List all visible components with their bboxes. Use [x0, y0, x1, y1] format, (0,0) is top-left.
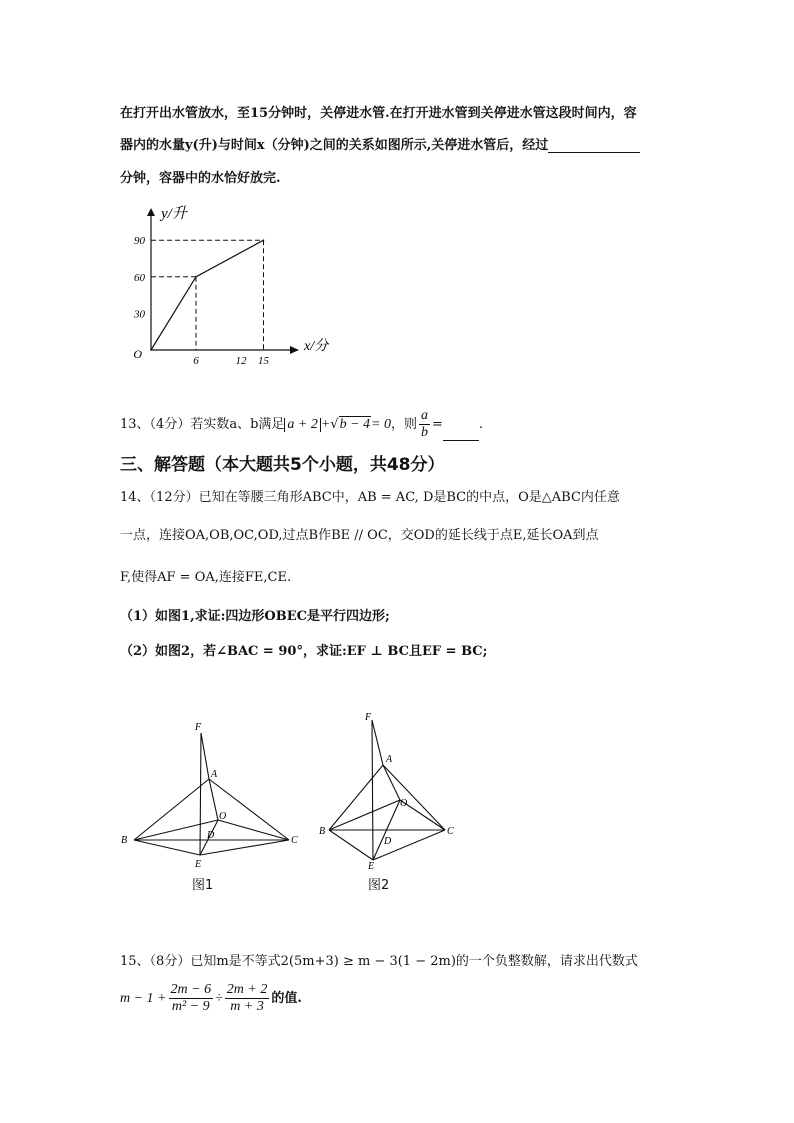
data-point [195, 276, 197, 278]
fig1-label-E: E [195, 859, 202, 870]
figure-2-caption: 图2 [368, 878, 390, 893]
q12-line3: 分钟，容器中的水恰好放完. [120, 171, 281, 186]
q12-line2-text: 器内的水量y(升)与时间x（分钟)之间的关系如图所示,关停进水管后，经过 [120, 138, 549, 153]
fig2-label-A: A [386, 754, 393, 765]
y-tick-label: 60 [134, 271, 145, 284]
q15-frac2-den: m + 3 [230, 999, 264, 1014]
y-axis-arrow-icon [147, 208, 155, 216]
q13-then: ，则 [391, 417, 418, 432]
q14-line2: 一点，连接OA,OB,OC,OD,过点B作BE // OC，交OD的延长线于点E,延长OA到点 [120, 528, 599, 543]
q15-frac1-den: m² − 9 [171, 999, 210, 1014]
x-tick-label: 6 [193, 355, 199, 367]
answer-blank-q12[interactable] [548, 138, 640, 153]
q15-div: ÷ [215, 991, 223, 1006]
x-axis-arrow-icon [290, 346, 299, 354]
q15-line1: 15、（8分）已知m是不等式2(5m+3) ≥ m − 3(1 − 2m)的一个负整数解，请求出代数式 [120, 954, 638, 969]
q13-frac-den: b [421, 425, 429, 440]
q13-line [120, 408, 483, 441]
q13-prefix: 13、（4分）若实数a、b满足 [120, 417, 285, 432]
q14-part1: （1）如图1,求证:四边形OBEC是平行四边形; [120, 609, 390, 624]
q13-sqrt-icon: √ [330, 417, 339, 432]
q15-fraction-2 [225, 982, 270, 1015]
water-volume-chart [118, 200, 348, 378]
q13-frac-num: a [421, 408, 429, 423]
origin-label: O [133, 347, 142, 361]
y-tick-label: 90 [134, 235, 145, 248]
q12-line2 [120, 134, 640, 153]
q13-eq-zero: = 0 [371, 417, 391, 432]
x-tick-label: 15 [258, 355, 269, 367]
fig1-label-F: F [195, 722, 202, 733]
figure-1-caption: 图1 [192, 878, 214, 893]
y-tick-label: 30 [134, 308, 145, 321]
fig2-label-C: C [447, 826, 454, 837]
fig2-label-D: D [384, 836, 392, 847]
q13-plus: + [320, 417, 331, 432]
q15-line2 [120, 982, 302, 1015]
fig1-label-B: B [121, 835, 128, 846]
y-axis-label: y/升 [161, 206, 187, 222]
q15-frac1-num: 2m − 6 [170, 982, 212, 997]
q13-fraction [419, 408, 430, 441]
q14-line1: 14、（12分）已知在等腰三角形ABC中，AB = AC, D是BC的中点，O是△ABC内任意 [120, 490, 620, 505]
figure-1-diagram [115, 715, 305, 875]
q13-sqrt-expr: b − 4 [339, 417, 371, 432]
fig2-label-E: E [368, 861, 375, 870]
fig1-label-O: O [219, 811, 227, 822]
q15-suffix: 的值. [271, 991, 302, 1006]
q15-fraction-1 [169, 982, 214, 1015]
q13-end: . [478, 417, 484, 432]
fig1-label-C: C [291, 835, 298, 846]
fig1-label-A: A [211, 769, 218, 780]
fig1-label-D: D [207, 830, 215, 841]
data-point [263, 239, 265, 241]
fig2-label-O: O [400, 798, 408, 809]
fig2-label-B: B [319, 826, 326, 837]
series-segment [196, 240, 264, 277]
q15-prefix: m − 1 + [120, 991, 167, 1006]
q12-line1: 在打开出水管放水，至15分钟时，关停进水管.在打开进水管到关停进水管这段时间内，容 [120, 106, 637, 121]
answer-blank-q13[interactable] [443, 426, 479, 441]
q15-frac2-num: 2m + 2 [226, 982, 268, 997]
figure-2-diagram [315, 710, 465, 870]
data-point [150, 349, 152, 351]
x-axis-label: x/分 [304, 339, 329, 354]
q13-equals: = [432, 417, 443, 432]
series-segment [151, 277, 196, 350]
x-tick-label: 12 [235, 355, 247, 367]
q14-part2: （2）如图2，若∠BAC = 90°，求证:EF ⊥ BC且EF = BC; [120, 644, 488, 659]
q14-line3: F,使得AF = OA,连接FE,CE. [120, 570, 292, 585]
fig2-label-F: F [365, 712, 372, 723]
q13-abs-expr: a + 2 [284, 418, 320, 432]
section-heading: 三、解答题（本大题共5个小题，共48分） [120, 455, 445, 475]
